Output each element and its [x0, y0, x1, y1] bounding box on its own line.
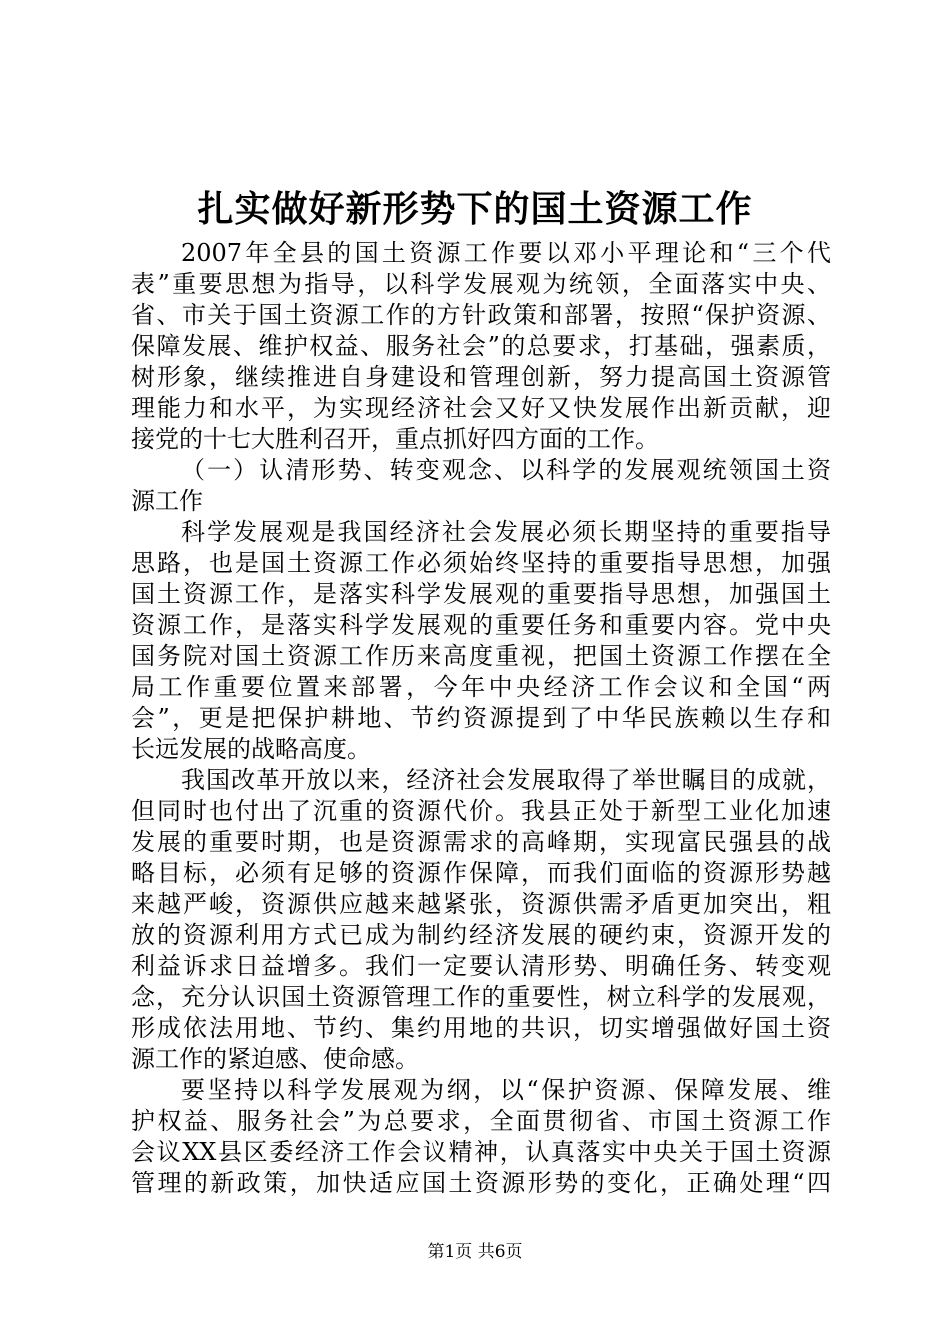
- text-line: 科学发展观是我国经济社会发展必须长期坚持的重要指导: [181, 518, 831, 546]
- text-line: 长远发展的战略高度。: [131, 735, 371, 763]
- text-line: 但同时也付出了沉重的资源代价。我县正处于新型工业化加速: [131, 797, 831, 825]
- document-title: 扎实做好新形势下的国土资源工作: [197, 188, 753, 230]
- text-line: 略目标，必须有足够的资源作保障，而我们面临的资源形势越: [131, 859, 831, 887]
- text-line: 我国改革开放以来，经济社会发展取得了举世瞩目的成就，: [181, 766, 831, 794]
- text-line: 表”重要思想为指导，以科学发展观为统领，全面落实中央、: [131, 270, 831, 298]
- text-line: 发展的重要时期，也是资源需求的高峰期，实现富民强县的战: [131, 828, 831, 856]
- text-line: 会”，更是把保护耕地、节约资源提到了中华民族赖以生存和: [131, 704, 831, 732]
- text-line: 局工作重要位置来部署，今年中央经济工作会议和全国“两: [131, 673, 831, 701]
- document-body: [131, 238, 831, 1199]
- text-line: 形成依法用地、节约、集约用地的共识，切实增强做好国土资: [131, 1014, 831, 1042]
- text-line: 会议XX县区委经济工作会议精神，认真落实中央关于国土资源: [131, 1138, 831, 1166]
- text-line: 国务院对国土资源工作历来高度重视，把国土资源工作摆在全: [131, 642, 831, 670]
- text-line: 理能力和水平，为实现经济社会又好又快发展作出新贡献，迎: [131, 394, 831, 422]
- text-line: 要坚持以科学发展观为纲，以“保护资源、保障发展、维: [181, 1076, 831, 1104]
- section-heading: （一）认清形势、转变观念、以科学的发展观统领国土资: [181, 456, 831, 484]
- text-line: 思路，也是国土资源工作必须始终坚持的重要指导思想，加强: [131, 549, 831, 577]
- text-line: 国土资源工作，是落实科学发展观的重要指导思想，加强国土: [131, 580, 831, 608]
- text-line: 管理的新政策，加快适应国土资源形势的变化，正确处理“四: [131, 1169, 831, 1197]
- text-line: 省、市关于国土资源工作的方针政策和部署，按照“保护资源、: [131, 301, 831, 329]
- text-line: 接党的十七大胜利召开，重点抓好四方面的工作。: [131, 425, 659, 453]
- text-line: 念，充分认识国土资源管理工作的重要性，树立科学的发展观，: [131, 983, 831, 1011]
- text-line: 来越严峻，资源供应越来越紧张，资源供需矛盾更加突出，粗: [131, 890, 831, 918]
- page-number: 第1页 共6页: [427, 1242, 523, 1262]
- text-line: 放的资源利用方式已成为制约经济发展的硬约束，资源开发的: [131, 921, 831, 949]
- text-line: 资源工作，是落实科学发展观的重要任务和重要内容。党中央: [131, 611, 831, 639]
- section-heading: 源工作: [131, 487, 203, 515]
- text-line: 利益诉求日益增多。我们一定要认清形势、明确任务、转变观: [131, 952, 831, 980]
- text-line: 树形象，继续推进自身建设和管理创新，努力提高国土资源管: [131, 363, 831, 391]
- text-line: 护权益、服务社会”为总要求，全面贯彻省、市国土资源工作: [131, 1107, 831, 1135]
- text-line: 保障发展、维护权益、服务社会”的总要求，打基础，强素质，: [131, 332, 831, 360]
- text-line: 2007年全县的国土资源工作要以邓小平理论和“三个代: [181, 239, 831, 267]
- text-line: 源工作的紧迫感、使命感。: [131, 1045, 419, 1073]
